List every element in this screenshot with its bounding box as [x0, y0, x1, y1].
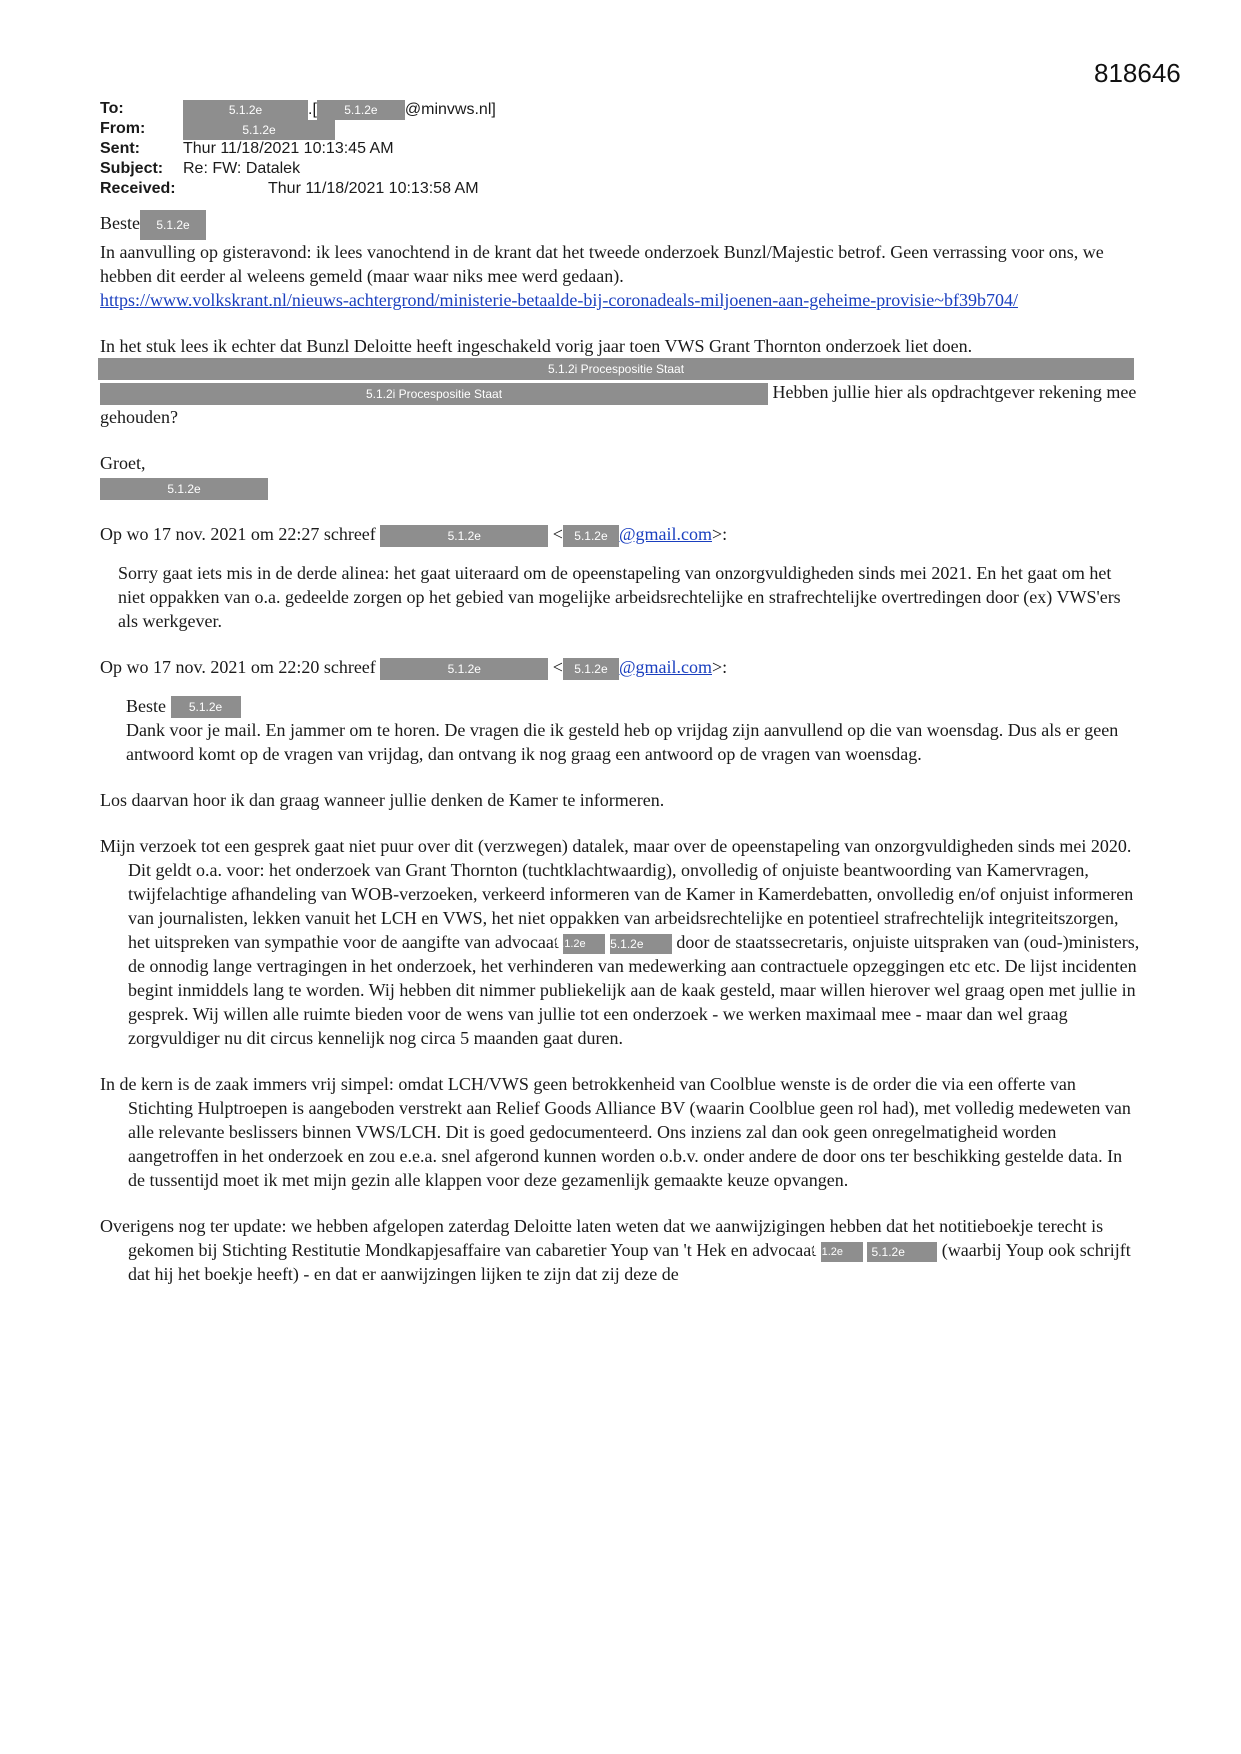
redaction-box: 5.1.2e: [380, 525, 548, 547]
redaction-box: 5.1.2e: [610, 934, 672, 954]
received-label: Received:: [100, 180, 176, 197]
reply-paragraph: In het stuk lees ik echter dat Bunzl Deloitte heeft ingeschakeld vorig jaar toen VWS Grant Thornton onderzoek liet doen.: [100, 336, 973, 356]
quoted-greeting: [126, 694, 1140, 719]
volkskrant-link[interactable]: https://www.volkskrant.nl/nieuws-achtergrond/ministerie-betaalde-bij-coronadeals-miljoenen-aan-geheime-provisie~bf39b704/: [100, 290, 1018, 310]
redaction-box: 5.1.2e: [171, 696, 241, 718]
reply-greeting: [100, 210, 1140, 240]
greeting-text: Beste: [100, 213, 140, 234]
reply-paragraph: In aanvulling op gisteravond: ik lees vanochtend in de krant dat het tweede onderzoek Bunzl/Majestic betrof. Geen verrassing voor ons, we hebben dit eerder al weleens gemeld (maar waar niks mee werd gedaan).: [100, 242, 1104, 286]
quoted-paragraph: Sorry gaat iets mis in de derde alinea: het gaat uiteraard om de opeenstapeling van onzorgvuldigheden sinds mei 2021. En het gaat om het niet oppakken van o.a. gedeelde zorgen op het gebied van mogelijke arbeidsrechtelijke en strafrechtelijke overtredingen door (ex) VWS'ers als werkgever.: [118, 562, 1121, 631]
quote-intro-end: >:: [712, 523, 728, 544]
quote-intro-bracket: <: [552, 523, 563, 544]
email-link[interactable]: @gmail.com: [618, 523, 713, 544]
quoted-paragraph: In de kern is de zaak immers vrij simpel: omdat LCH/VWS geen betrokkenheid van Coolblue wenste is de order die via een offerte van Stichting Hulptroepen is aangeboden verstrekt aan Relief Goods Alliance BV (waarin Coolblue geen rol had), met volledig medeweten van alle relevante beslissers binnen VWS/LCH. Dit is goed gedocumenteerd. Ons inziens zal dan ook geen onregelmatigheid worden aangetroffen in het onderzoek en zou e.e.a. snel afgerond kunnen worden o.b.v. onder andere de door ons ter beschikking gestelde data. In de tussentijd moet ik met mijn gezin alle klappen voor deze gezamenlijk gemaakte keuze opvangen.: [100, 1074, 1131, 1191]
subject-label: Subject:: [100, 160, 164, 177]
redaction-box: 5.1.2e: [317, 100, 405, 120]
redaction-box: 5.1.2e: [563, 658, 619, 680]
quote-intro: [100, 522, 1140, 547]
redaction-box: 5.1.2i Procespositie Staat: [100, 383, 768, 405]
sent-label: Sent:: [100, 140, 140, 157]
reply-closing: Groet,: [100, 452, 146, 473]
subject-value: Re: FW: Datalek: [183, 160, 301, 177]
para-text: (waarbij Youp ook schrijft dat hij het boekje heeft) - en dat er aanwijzingen lijken te zijn dat zij deze de: [128, 1240, 1131, 1285]
quote-intro-text: Op wo 17 nov. 2021 om 22:20 schreef: [100, 656, 376, 677]
redaction-box: 5.1.2e: [140, 210, 206, 240]
signature-redaction: 5.1.2e: [100, 478, 268, 500]
quoted-paragraph: [100, 834, 1140, 1050]
redaction-box: 5.1.2e: [563, 525, 619, 547]
quote-intro-bracket: <: [552, 656, 563, 677]
greeting-text: Beste: [126, 695, 166, 716]
to-bracket: .[: [308, 101, 317, 119]
redaction-box: 5.1.2e: [183, 120, 335, 140]
sent-value: Thur 11/18/2021 10:13:45 AM: [183, 140, 394, 157]
to-domain: @minvws.nl]: [404, 101, 496, 119]
reply-question: Hebben jullie hier als opdrachtgever rekening mee gehouden?: [100, 382, 1137, 427]
received-value: Thur 11/18/2021 10:13:58 AM: [268, 180, 479, 197]
quoted-paragraph: Dank voor je mail. En jammer om te horen. De vragen die ik gesteld heb op vrijdag zijn aanvullend op die van woensdag. Dus als er geen antwoord komt op de vragen van vrijdag, dan ontvang ik nog graag een antwoord op de vragen van woensdag.: [126, 720, 1119, 765]
redaction-box: 5.1.2e: [183, 100, 308, 120]
to-label: To:: [100, 100, 124, 117]
quote-intro: [100, 655, 1140, 680]
para-text: door de staatssecretaris, onjuiste uitspraken van (oud-)ministers, de onnodig lange vertragingen in het onderzoek, het verhinderen van medewerking aan contractuele opzeggingen etc etc. De lijst incidenten begint inmiddels lang te worden. Wij hebben dit nimmer publiekelijk aan de kaak gesteld, maar willen hierover wel graag open met jullie in gesprek. Wij willen alle ruimte bieden voor de wens van jullie tot een onderzoek - we werken maximaal mee - maar dan wel graag zorgvuldiger nu dit circus kennelijk nog circa 5 maanden gaat duren.: [128, 932, 1140, 1049]
quote-intro-end: >:: [712, 656, 728, 677]
redaction-box: 5.1.2e: [563, 934, 605, 954]
quoted-paragraph: [100, 1214, 1140, 1286]
redaction-box: 5.1.2e: [867, 1242, 937, 1262]
quote-intro-text: Op wo 17 nov. 2021 om 22:27 schreef: [100, 523, 376, 544]
to-value: [183, 100, 496, 120]
email-link[interactable]: @gmail.com: [618, 656, 713, 677]
redaction-box: 5.1.2e: [821, 1242, 863, 1262]
para-text: Mijn verzoek tot een gesprek gaat niet puur over dit (verzwegen) datalek, maar over de opeenstapeling van onzorgvuldigheden sinds mei 2020. Dit geldt o.a. voor: het onderzoek van Grant Thornton (tuchtklachtwaardig), onvolledig of onjuiste beantwoording van Kamervragen, twijfelachtige afhandeling van WOB-verzoeken, verkeerd informeren van de Kamer in Kamerdebatten, onvolledig en/of onjuist informeren van journalisten, lekken vanuit het LCH en VWS, het niet oppakken van arbeidsrechtelijke en potentieel strafrechtelijk integriteitszorgen, het uitspreken van sympathie voor de aangifte van advocaat: [100, 836, 1134, 953]
from-label: From:: [100, 120, 146, 137]
redaction-box: 5.1.2e: [380, 658, 548, 680]
redaction-bar: 5.1.2i Procespositie Staat: [98, 358, 1134, 380]
reply-paragraph: [100, 380, 1140, 429]
from-value: [183, 120, 335, 140]
para-text: Overigens nog ter update: we hebben afgelopen zaterdag Deloitte laten weten dat we aanwijzigingen hebben dat het notitieboekje terecht is gekomen bij Stichting Restitutie Mondkapjesaffaire van cabaretier Youp van 't Hek en advocaat: [100, 1216, 1104, 1261]
email-body: [100, 210, 1140, 1286]
document-number: 818646: [1094, 58, 1181, 88]
quoted-paragraph: Los daarvan hoor ik dan graag wanneer jullie denken de Kamer te informeren.: [100, 790, 665, 811]
